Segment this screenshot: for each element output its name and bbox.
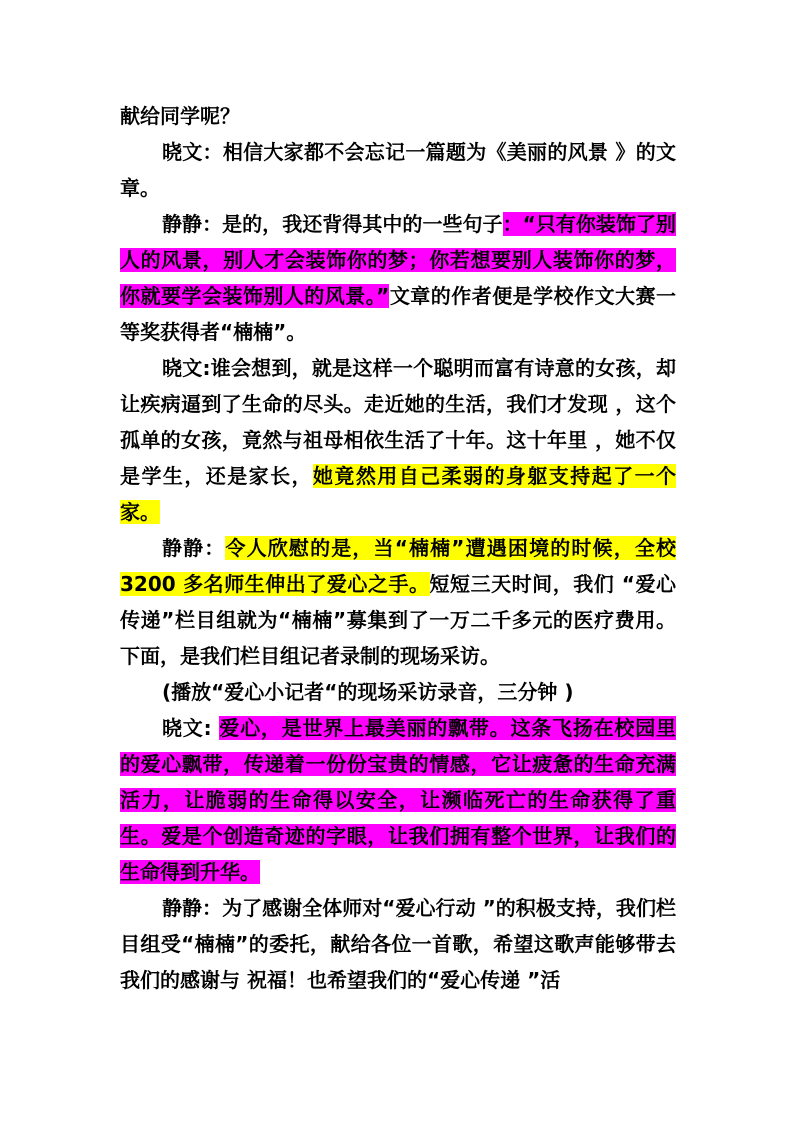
paragraph-p2 (120, 206, 676, 350)
magenta-highlight-text: 爱心，是世界上最美丽的飘带。这条飞扬在校园里的爱心飘带，传递着一份份宝贵的情感，它让疲惫的生命充满活力，让脆弱的生命得以安全，让濒临死亡的生命获得了重生。爱是个创造奇迹的字眼，让我们拥有整个世界，让我们的生命得到升华。 (120, 716, 676, 884)
paragraph-p5 (120, 674, 676, 710)
paragraph-p0 (120, 98, 676, 134)
text-segment: 献给同学呢？ (120, 104, 240, 128)
paragraph-p7 (120, 890, 676, 998)
text-segment: (播放“爱心小记者“的现场采访录音，三分钟 ) (162, 680, 574, 704)
text-segment: 静静：是的，我还背得其中的一些句子 (162, 212, 503, 236)
paragraph-p6 (120, 710, 676, 890)
paragraph-p4 (120, 530, 676, 674)
magenta-highlight-text: ：“只有你装饰了别人的风景，别人才会装饰你的梦；你若想要别人装饰你的梦，你就要学会装饰别人的风景。” (120, 212, 676, 308)
text-segment: 晓文: (162, 716, 220, 740)
text-segment: 晓文：相信大家都不会忘记一篇题为《美丽的风景 》的文章。 (120, 140, 676, 200)
paragraph-p3 (120, 350, 676, 530)
text-segment: 晓文:谁会想到，就是这样一个聪明而富有诗意的女孩，却让疾病逼到了生命的尽头。走近她的生活，我们才发现 ，这个孤单的女孩，竟然与祖母相依生活了十年。这十年里 ，她不仅是学生，还是家长， (120, 356, 676, 488)
paragraph-p1 (120, 134, 676, 206)
yellow-highlight-text: 令人欣慰的是，当“楠楠”遭遇困境的时候，全校 3200 多名师生伸出了爱心之手。 (120, 536, 676, 596)
text-segment: 短短三天时间，我们 “爱心传递”栏目组就为“楠楠”募集到了一万二千多元的医疗费用。下面，是我们栏目组记者录制的现场采访。 (120, 572, 676, 668)
document-body (120, 98, 676, 998)
text-segment: 文章的作者便是学校作文大赛一等奖获得者“楠楠”。 (120, 284, 677, 344)
text-segment: 静静： (162, 536, 226, 560)
yellow-highlight-text: 她竟然用自己柔弱的身躯支持起了一个家。 (120, 464, 677, 524)
text-segment: 静静：为了感谢全体师对“爱心行动 ”的积极支持，我们栏目组受“楠楠”的委托，献给各位一首歌，希望这歌声能够带去我们的感谢与 祝福！也希望我们的“爱心传递 ”活 (120, 896, 676, 992)
